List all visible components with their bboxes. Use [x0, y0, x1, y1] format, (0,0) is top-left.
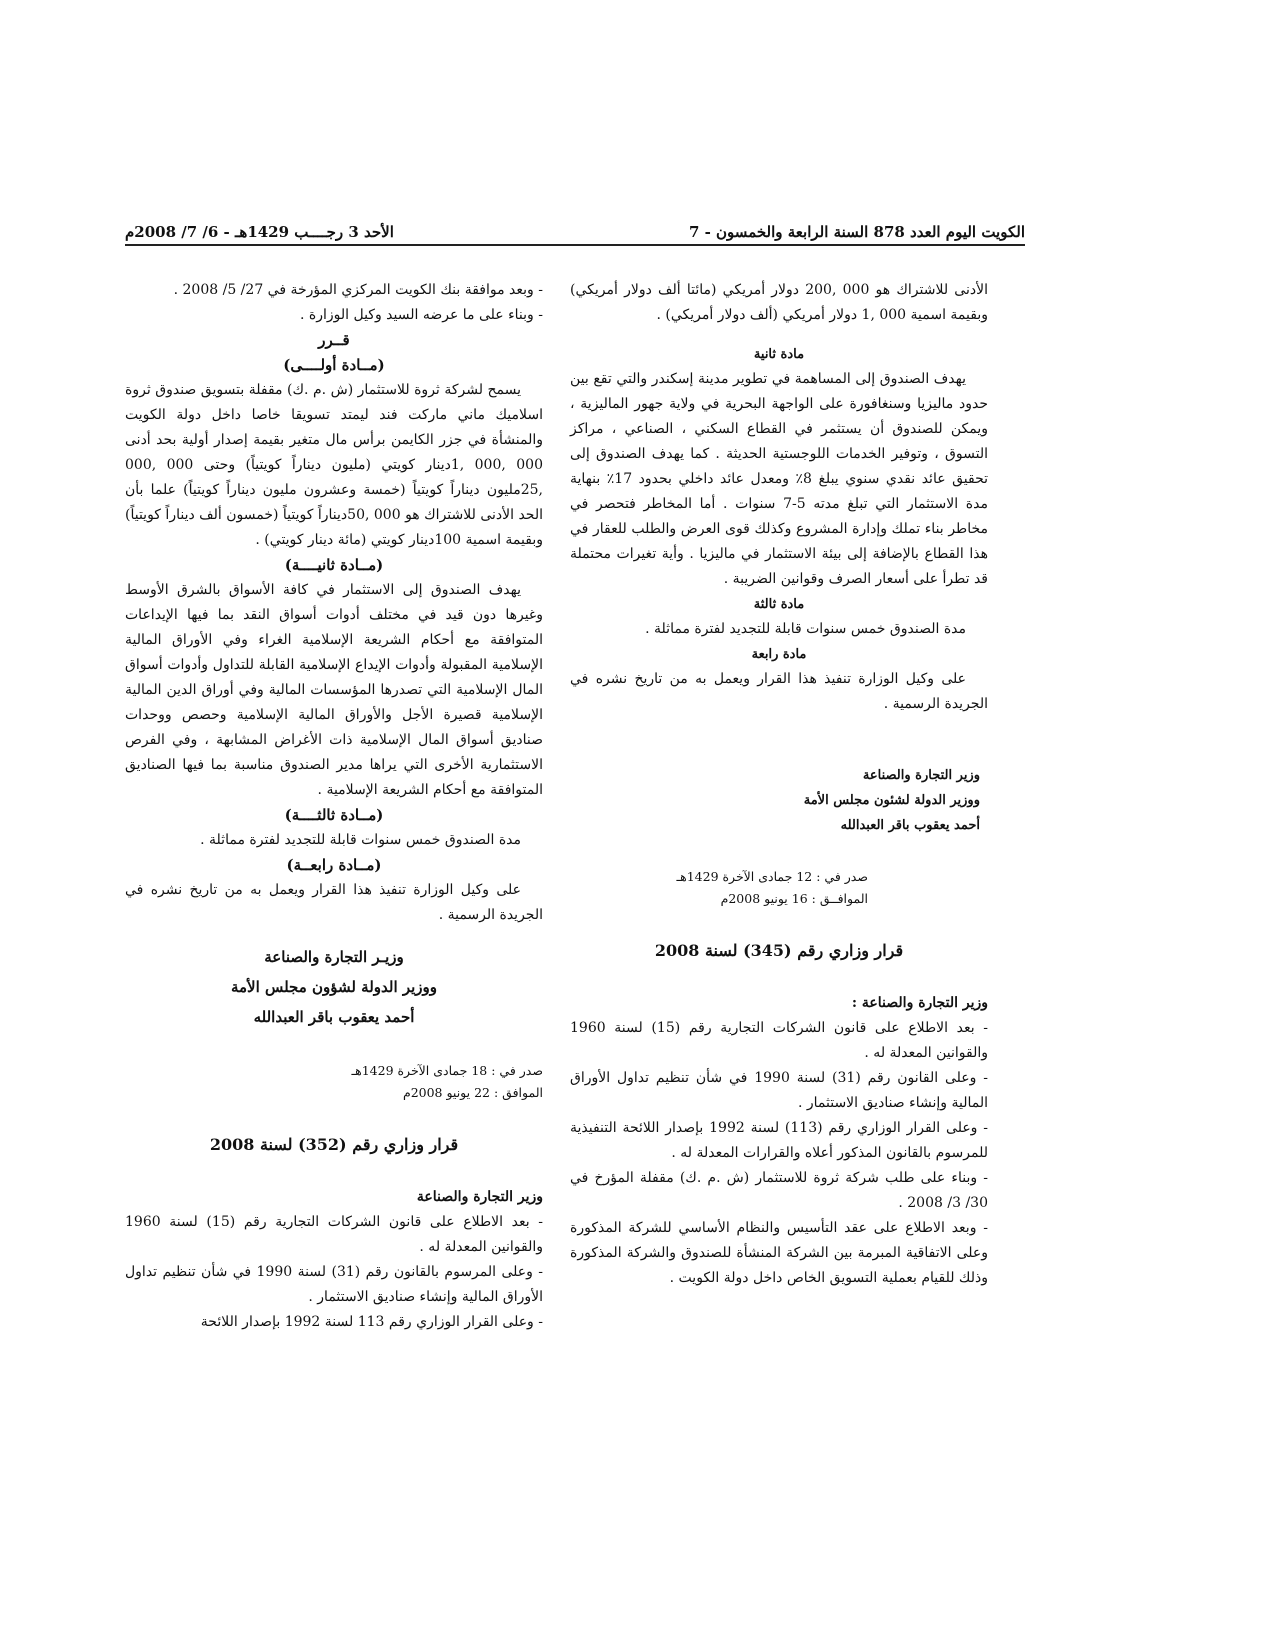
corresponding-date: الموافق : 22 يونيو 2008م [402, 1085, 543, 1100]
page-header [125, 213, 1025, 241]
article-1-title: (مــادة أولــــى) [283, 356, 385, 374]
decision-continuation: الأدنى للاشتراك هو 000 ,200 دولار أمريكي (مائتا ألف دولار أمريكي) وبقيمة اسمية 000 ,1 دولار أمريكي (ألف دولار أمريكي) . [570, 282, 988, 323]
central-bank-approval: - وبعد موافقة بنك الكويت المركزي المؤرخة في 27/ 5/ 2008 . [173, 282, 543, 298]
clause-2: - وعلى القانون رقم (31) لسنة 1990 في شأن تنظيم تداول الأوراق المالية وإنشاء صناديق الاستثمار . [570, 1070, 988, 1111]
article-2-text: يهدف الصندوق إلى المساهمة في تطوير مدينة إسكندر والتي تقع بين حدود ماليزيا وسنغافورة على الواجهة البحرية في ولاية جهور الماليزية ، ويمكن للصندوق أن يستثمر في القطاع السكني ، الصناعي ، مراكز التسوق ، وتوفير الخدمات اللوجستية الحديثة . كما يهدف الصندوق إلى تحقيق عائد نقدي سنوي يبلغ 8٪ ومعدل عائد داخلي بحدود 17٪ بنهاية مدة الاستثمار التي تبلغ مدته 5-7 سنوات . أما المخاطر فتحصر في مخاطر بناء تملك وإدارة المشروع وكذلك قوى العرض والطلب للعقار في هذا القطاع بالإضافة إلى بيئة الاستثمار في ماليزيا . وأية تغيرات محتملة قد تطرأ على أسعار الصرف وقوانين الضريبة . [570, 371, 988, 587]
clause-2: - وعلى المرسوم بالقانون رقم (31) لسنة 1990 في شأن تنظيم تداول الأوراق المالية وإنشاء صناديق الاستثمار . [125, 1264, 544, 1305]
issue-date-block [125, 1060, 543, 1104]
article-2-title: مادة ثانية [753, 347, 805, 362]
signature-name: أحمد يعقوب باقر العبدالله [840, 818, 980, 833]
clause-1: - بعد الاطلاع على قانون الشركات التجارية رقم (15) لسنة 1960 والقوانين المعدلة له . [125, 1214, 543, 1255]
clause-1: - بعد الاطلاع على قانون الشركات التجارية رقم (15) لسنة 1960 والقوانين المعدلة له . [570, 1020, 988, 1061]
decision-title: قرار وزاري رقم (352) لسنة 2008 [209, 1135, 459, 1154]
clause-4: - وبناء على طلب شركة ثروة للاستثمار (ش .م .ك) مقفلة المؤرخ في 30/ 3/ 2008 . [570, 1170, 988, 1211]
article-2-title: (مــادة ثانيــــة) [284, 556, 384, 574]
article-4-text: على وكيل الوزارة تنفيذ هذا القرار ويعمل به من تاريخ نشره في الجريدة الرسمية . [125, 882, 543, 923]
signature-title: وزيـر التجارة والصناعة [264, 948, 404, 966]
header-date: الأحد 3 رجــــب 1429هـ - 6/ 7/ 2008م [125, 223, 394, 241]
article-1-text: يسمح لشركة ثروة للاستثمار (ش .م .ك) مقفلة بتسويق صندوق ثروة اسلاميك ماني ماركت فند ليمتد تسويقا خاصا داخل دولة الكويت والمنشأة في جزر الكايمن برأس مال متغير بقيمة إصدار أولية بحد أدنى 000 ,000 ,1دينار كويتي (مليون ديناراً كويتياً) وحتى 000 ,000 ,25مليون ديناراً كويتياً (خمسة وعشرون مليون ديناراً كويتياً) علما بأن الحد الأدنى للاشتراك هو 000 ,50ديناراً كويتياً (خمسون ألف ديناراً كويتياً) وبقيمة اسمية 100دينار كويتي (مائة دينار كويتي) . [125, 382, 543, 548]
decided-heading: قــرر [318, 331, 350, 349]
article-4-text: على وكيل الوزارة تنفيذ هذا القرار ويعمل به من تاريخ نشره في الجريدة الرسمية . [570, 671, 988, 712]
article-4-title: مادة رابعة [751, 647, 807, 662]
signature-block [570, 763, 988, 838]
issue-date-block [570, 866, 988, 910]
header-rule [125, 244, 1025, 246]
article-3-text: مدة الصندوق خمس سنوات قابلة للتجديد لفترة مماثلة . [645, 621, 966, 637]
clause-3: - وعلى القرار الوزاري رقم 113 لسنة 1992 بإصدار اللائحة [200, 1314, 543, 1330]
signature-title-2: ووزير الدولة لشئون مجلس الأمة [803, 793, 980, 808]
undersecretary-proposal: - وبناء على ما عرضه السيد وكيل الوزارة . [299, 307, 543, 323]
signature-block [125, 942, 543, 1032]
minister-heading: وزير التجارة والصناعة [416, 1189, 543, 1205]
issued-date: صدر في : 12 جمادى الآخرة 1429هـ [676, 869, 868, 884]
right-column [570, 278, 988, 1291]
minister-heading: وزير التجارة والصناعة : [851, 995, 988, 1011]
article-3-text: مدة الصندوق خمس سنوات قابلة للتجديد لفترة مماثلة . [200, 832, 521, 848]
corresponding-date: الموافــق : 16 يونيو 2008م [720, 891, 868, 906]
article-3-title: مادة ثالثة [753, 597, 805, 612]
header-issue: الكويت اليوم العدد 878 السنة الرابعة والخمسون - 7 [688, 223, 1025, 241]
signature-name: أحمد يعقوب باقر العبدالله [253, 1008, 415, 1026]
issued-date: صدر في : 18 جمادى الآخرة 1429هـ [351, 1063, 543, 1078]
clause-3: - وعلى القرار الوزاري رقم (113) لسنة 1992 بإصدار اللائحة التنفيذية للمرسوم بالقانون المذكور أعلاه والقرارات المعدلة له . [570, 1120, 988, 1161]
signature-title: وزير التجارة والصناعة [862, 768, 980, 783]
signature-title-2: ووزير الدولة لشؤون مجلس الأمة [230, 978, 438, 996]
clause-5: - وبعد الاطلاع على عقد التأسيس والنظام الأساسي للشركة المذكورة وعلى الاتفاقية المبرمة بين الشركة المنشأة للصندوق والشركة المذكورة وذلك للقيام بعملية التسويق الخاص داخل دولة الكويت . [570, 1220, 988, 1286]
left-column [125, 278, 543, 1335]
decision-title: قرار وزاري رقم (345) لسنة 2008 [654, 941, 904, 960]
article-4-title: (مــادة رابعــة) [286, 856, 382, 874]
article-2-text: يهدف الصندوق إلى الاستثمار في كافة الأسواق بالشرق الأوسط وغيرها دون قيد في مختلف أدوات أسواق النقد بما فيها الإيداعات المتوافقة مع أحكام الشريعة الإسلامية الغراء وفي الأوراق المالية الإسلامية المقبولة وأدوات الإيداع الإسلامية القابلة للتداول وأدوات أسواق المال الإسلامية التي تصدرها المؤسسات المالية وفي أوراق الدين المالية الإسلامية قصيرة الأجل والأوراق المالية الإسلامية وحصص ووحدات صناديق أسواق المال الإسلامية ذات الأغراض المشابهة ، وفي الفرص الاستثمارية الأخرى التي يراها مدير الصندوق مناسبة بما فيها الصناديق المتوافقة مع أحكام الشريعة الإسلامية . [125, 582, 543, 798]
article-3-title: (مــادة ثالثــــة) [284, 806, 384, 824]
